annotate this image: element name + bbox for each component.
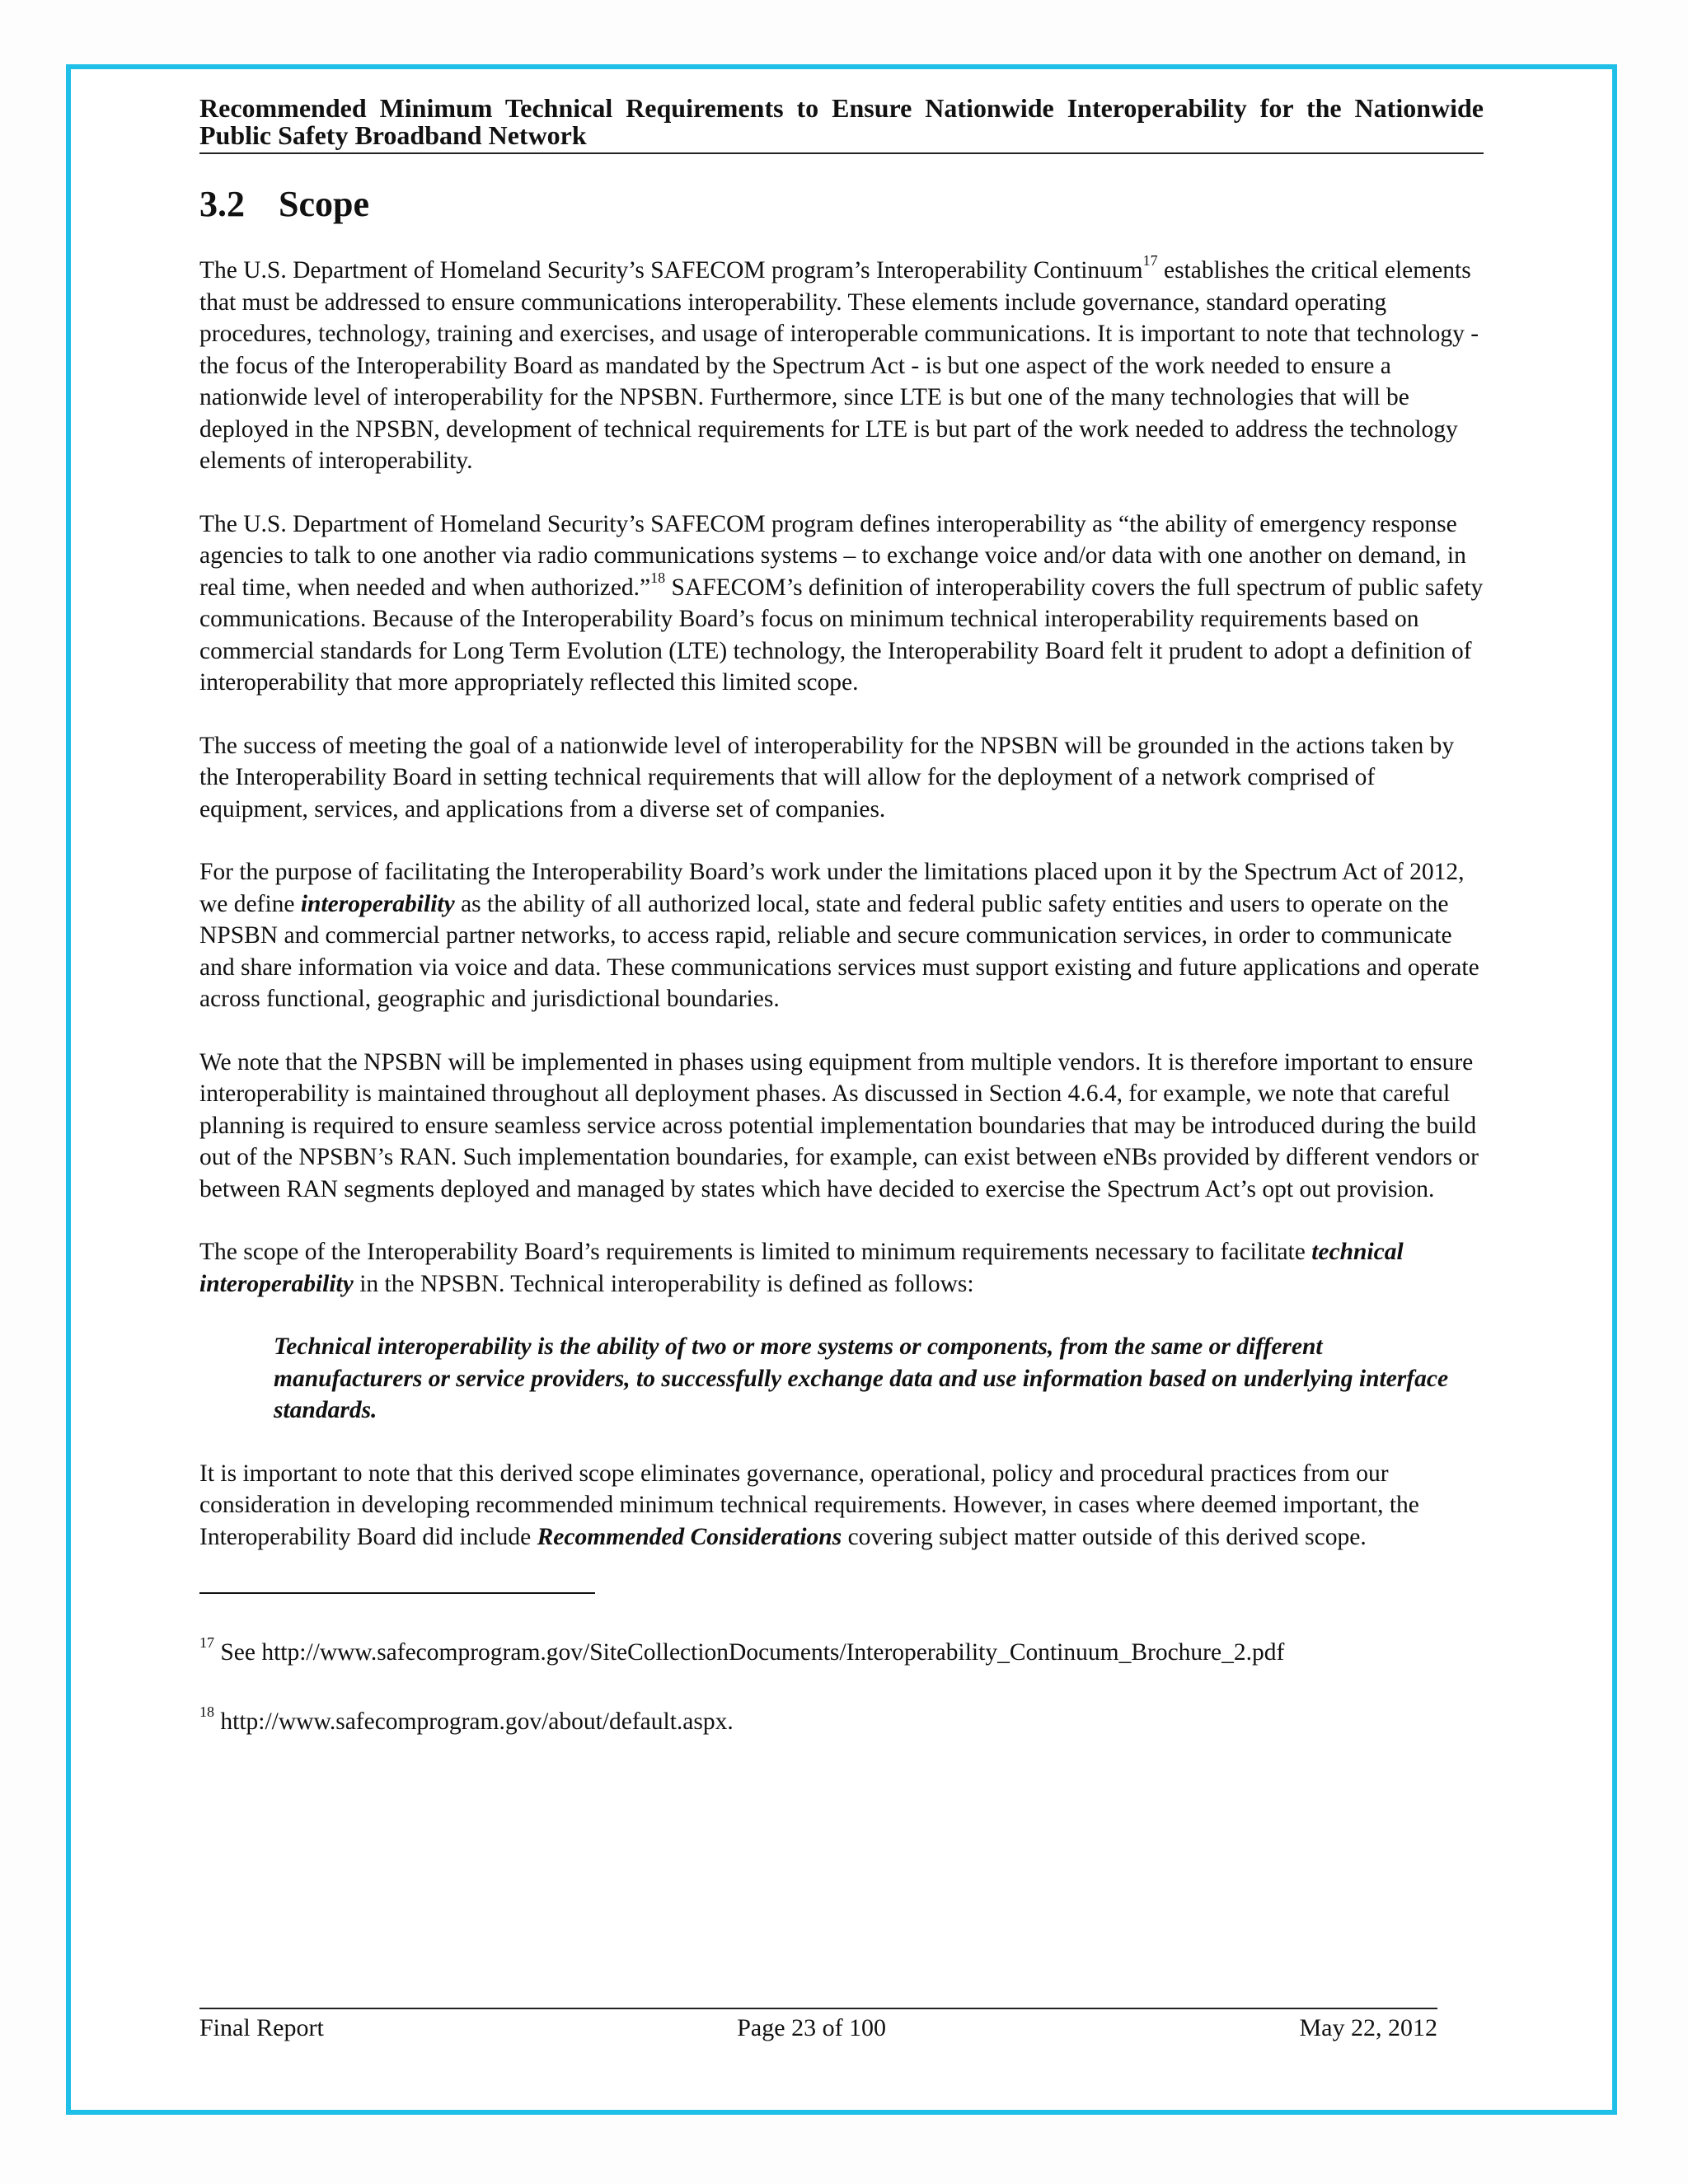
paragraph-phases: We note that the NPSBN will be implemented in phases using equipment from multiple vendors. It is therefore important to ensure interoperability is maintained throughout all deployment phases. As discussed in Section 4.6.4, for example, we note that careful planning is required to ensure seamless service across potential implementation boundaries that may be introduced during the build out of the NPSBN’s RAN. Such implementation boundaries, for example, can exist between eNBs provided by different vendors or between RAN segments deployed and managed by states which have decided to exercise the Spectrum Act’s opt out provision.	[199, 1048, 1479, 1202]
section-heading	[199, 184, 1484, 225]
document-header-title: Recommended Minimum Technical Requirements to Ensure Nationwide Interoperability for the Nationwide Public Safety Broadband Network	[199, 95, 1484, 154]
section-number: 3.2	[199, 184, 245, 224]
footnote-17: $^{17}$ See http://www.safecomprogram.gov/SiteCollectionDocuments/Interoperability_Continuum_Brochure_2.pdf	[199, 1634, 1285, 1666]
footnote-17-link[interactable]: See http://www.safecomprogram.gov/SiteCollectionDocuments/Interoperability_Continuum_Brochure_2.pdf	[214, 1639, 1285, 1666]
definition-quote: Technical interoperability is the ability of two or more systems or components, from the same or different manufacturers or service providers, to successfully exchange data and use information based on underlying interface standards.	[274, 1333, 1449, 1423]
footnote-ref-17: 17	[1142, 252, 1158, 269]
page-content	[199, 95, 1484, 1775]
footer-date: May 22, 2012	[1299, 2014, 1437, 2041]
footer-report-label: Final Report	[199, 2014, 324, 2041]
section-title: Scope	[279, 184, 369, 224]
paragraph-derived-scope: It is important to note that this derived scope eliminates governance, operational, policy and procedural practices from our consideration in developing recommended minimum technical requirements. However, in cases where deemed important, the Interoperability Board did include Recommended Considerations covering subject matter outside of this derived scope.	[199, 1460, 1419, 1550]
footnote-ref-18: 18	[650, 569, 666, 586]
paragraph-continuum: The U.S. Department of Homeland Security’s SAFECOM program’s Interoperability Continuum$^{17}$ establishes the critical elements that must be addressed to ensure communications interoperability. These elements include governance, standard operating procedures, technology, training and exercises, and usage of interoperable communications. It is important to note that technology - the focus of the Interoperability Board as mandated by the Spectrum Act - is but one aspect of the work needed to ensure a nationwide level of interoperability for the NPSBN. Furthermore, since LTE is but one of the many technologies that will be deployed in the NPSBN, development of technical requirements for LTE is but part of the work needed to address the technology elements of interoperability.	[199, 252, 1479, 474]
paragraph-success: The success of meeting the goal of a nationwide level of interoperability for the NPSBN will be grounded in the actions taken by the Interoperability Board in setting technical requirements that will allow for the deployment of a network comprised of equipment, services, and applications from a diverse set of companies.	[199, 732, 1455, 823]
page-footer	[199, 2008, 1437, 2042]
term-recommended-considerations: Recommended Considerations	[537, 1523, 842, 1550]
footnote-18: $^{18}$ http://www.safecomprogram.gov/about/default.aspx.	[199, 1704, 734, 1735]
paragraph-definition: For the purpose of facilitating the Interoperability Board’s work under the limitations placed upon it by the Spectrum Act of 2012, we define interoperability as the ability of all authorized local, state and federal public safety entities and users to operate on the NPSBN and commercial partner networks, to access rapid, reliable and secure communication services, in order to communicate and share information via voice and data. These communications services must support existing and future applications and operate across functional, geographic and jurisdictional boundaries.	[199, 859, 1479, 1012]
footnote-18-link[interactable]: http://www.safecomprogram.gov/about/default.aspx.	[214, 1708, 734, 1735]
paragraph-scope-limit: The scope of the Interoperability Board’s requirements is limited to minimum requirements necessary to facilitate technical interoperability in the NPSBN. Technical interoperability is defined as follows:	[199, 1239, 1404, 1297]
footnote-divider	[199, 1592, 595, 1594]
paragraph-safecom-definition: The U.S. Department of Homeland Security’s SAFECOM program defines interoperability as “the ability of emergency response agencies to talk to one another via radio communications systems – to exchange voice and/or data with one another on demand, in real time, when needed and when authorized.”$^{18}$ SAFECOM’s definition of interoperability covers the full spectrum of public safety communications. Because of the Interoperability Board’s focus on minimum technical interoperability requirements based on commercial standards for Long Term Evolution (LTE) technology, the Interoperability Board felt it prudent to adopt a definition of interoperability that more appropriately reflected this limited scope.	[199, 510, 1484, 696]
footer-page-number: Page 23 of 100	[737, 2014, 887, 2041]
term-technical-interoperability: technical interoperability	[199, 1239, 1404, 1297]
term-interoperability: interoperability	[300, 890, 455, 917]
